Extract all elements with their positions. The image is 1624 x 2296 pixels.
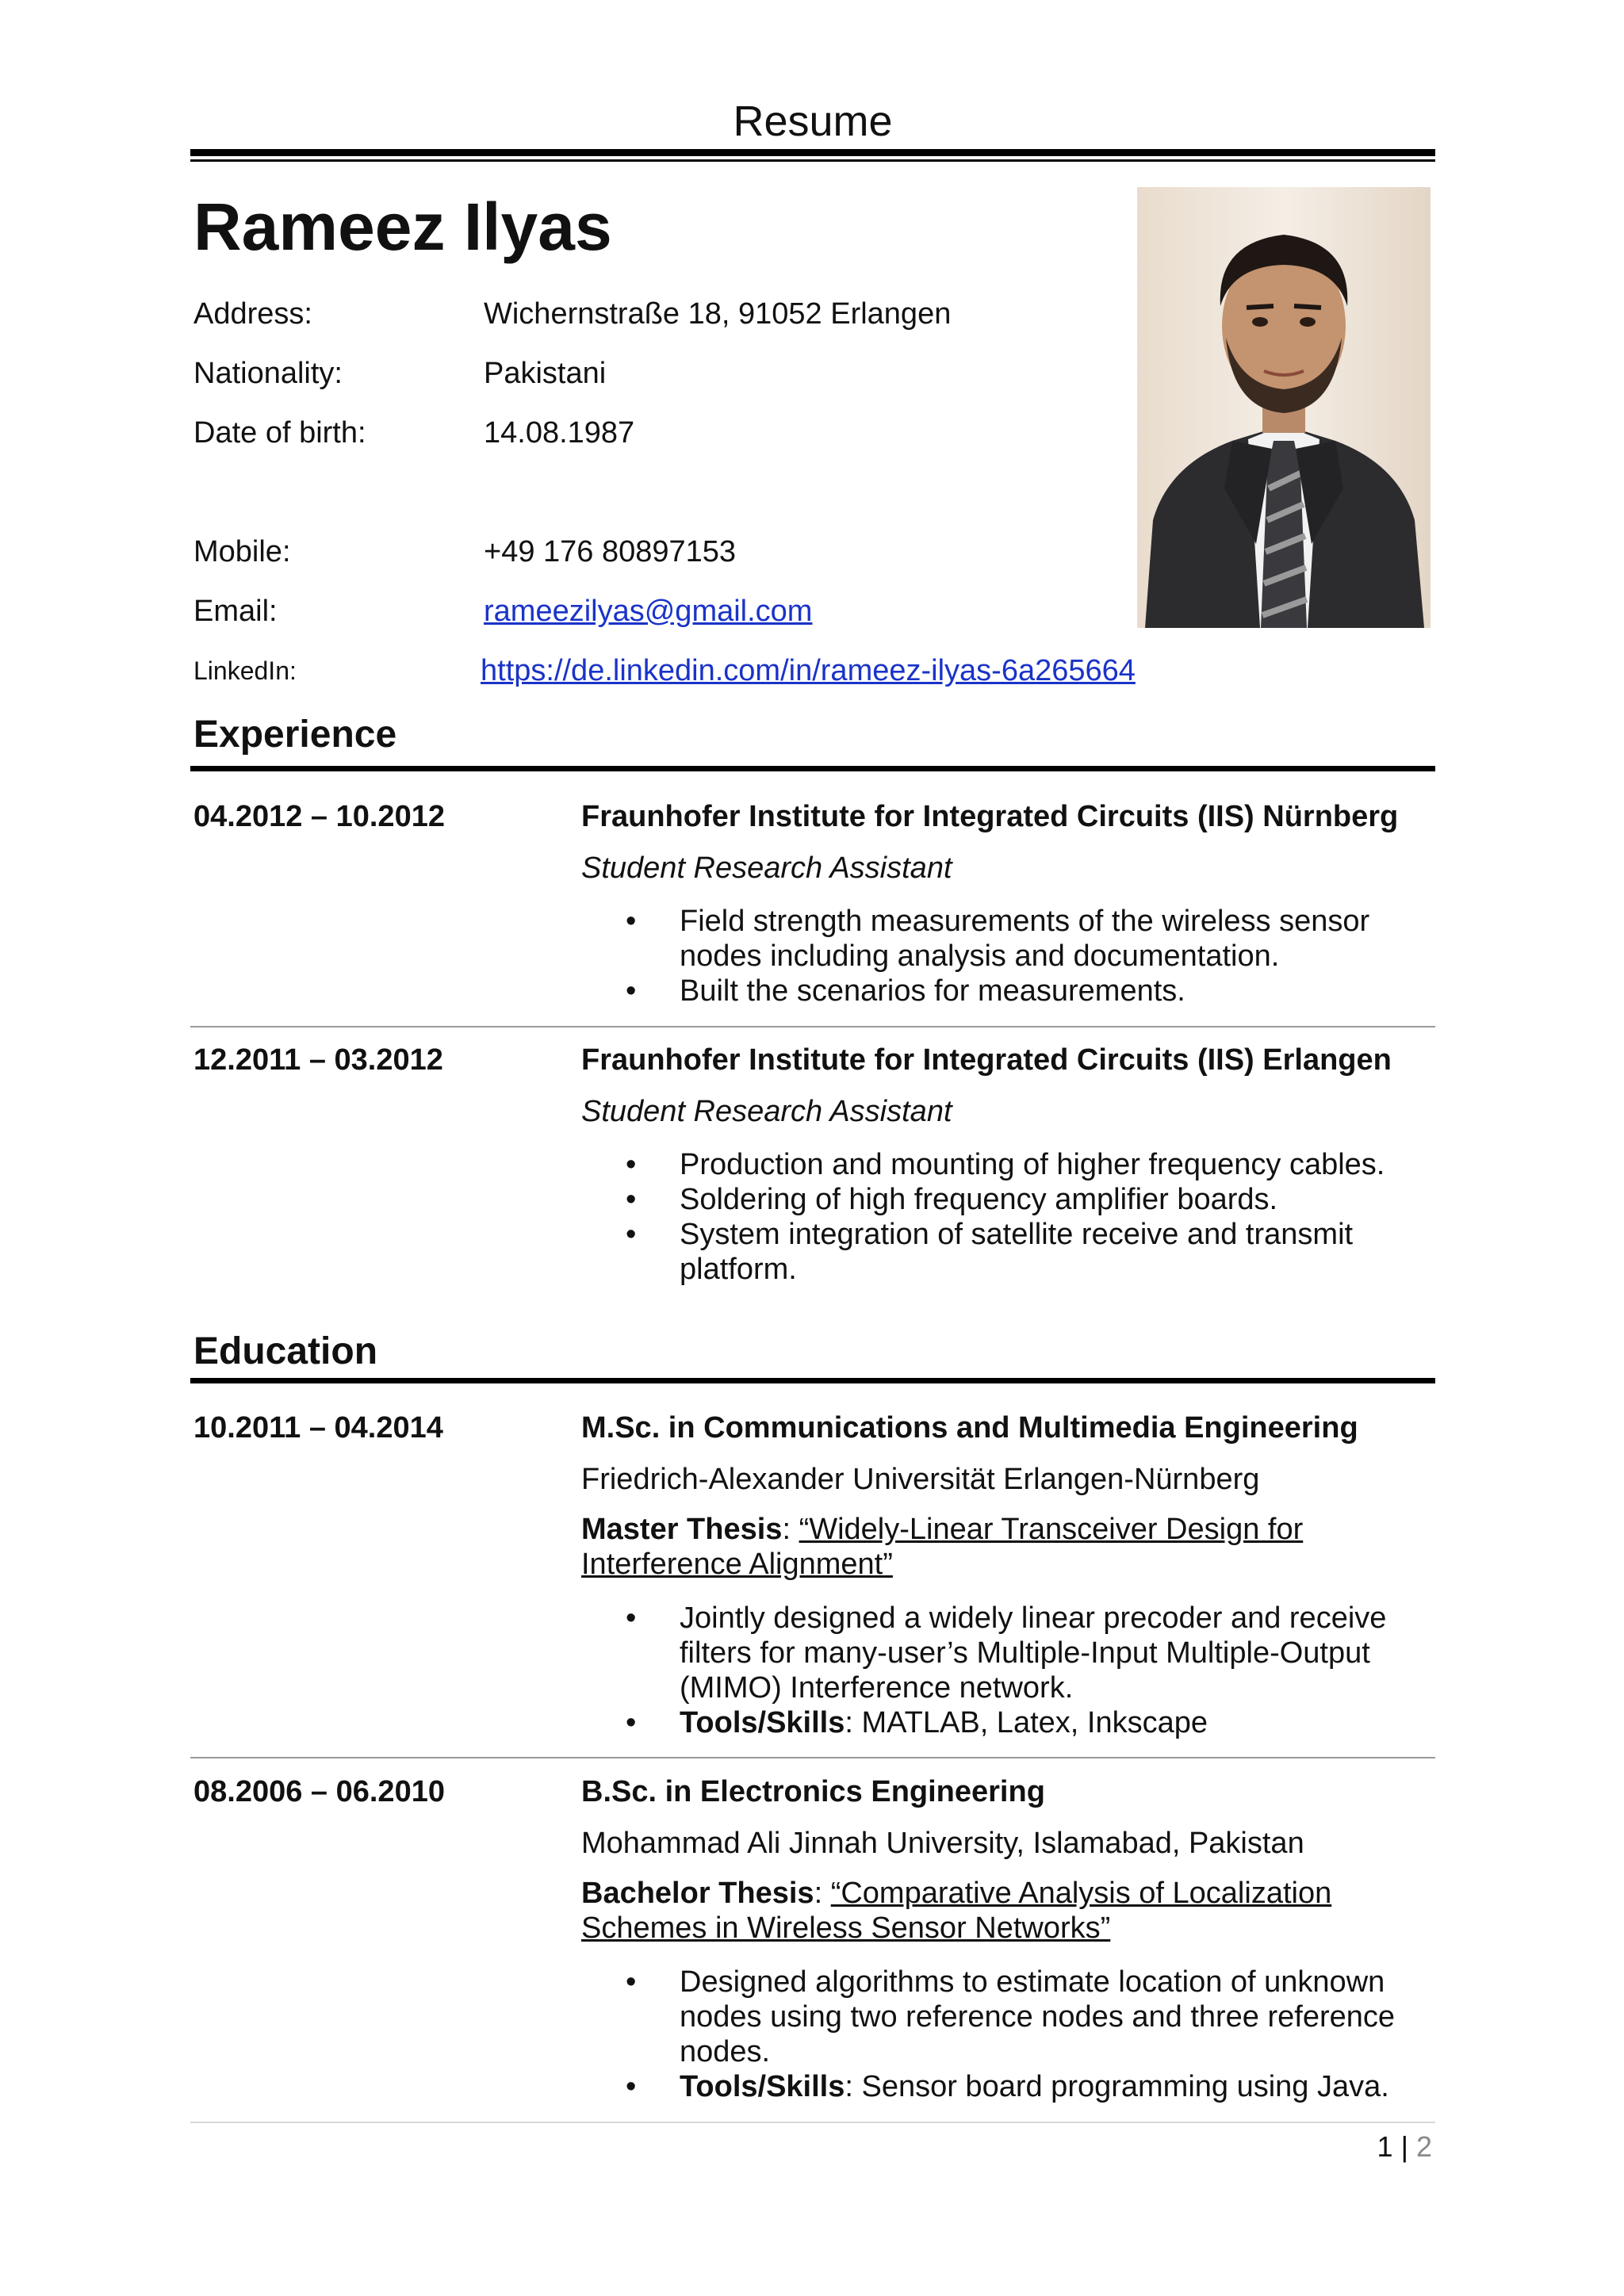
entry-divider [190,1026,1435,1027]
education-bullets [581,1601,1422,1740]
thesis-label: Master Thesis [581,1513,783,1546]
tools-label: Tools/Skills [680,2070,845,2103]
bullet-item [581,2069,1422,2104]
experience-bullets [581,1147,1422,1287]
experience-role: Student Research Assistant [581,851,952,885]
header-rule-thin [190,159,1435,162]
page-separator: | [1400,2130,1408,2163]
experience-org: Fraunhofer Institute for Integrated Circuits (IIS) Erlangen [581,1043,1392,1077]
bullet-item: • Built the scenarios for measurements. [581,974,1422,1008]
bullet-item: • Field strength measurements of the wireless sensor nodes including analysis and documentation. [581,904,1422,974]
email-label: Email: [193,595,278,628]
bullet-item [581,1705,1422,1740]
education-date: 10.2011 – 04.2014 [193,1411,443,1445]
address-value: Wichernstraße 18, 91052 Erlangen [484,297,952,331]
tools-value: : Sensor board programming using Java. [845,2070,1389,2103]
tools-value: : MATLAB, Latex, Inkscape [845,1706,1208,1739]
address-label: Address: [193,297,312,331]
linkedin-link[interactable]: https://de.linkedin.com/in/rameez-ilyas-6a265664 [481,654,1136,687]
education-bullets [581,1965,1422,2104]
email-link[interactable]: rameezilyas@gmail.com [484,595,813,628]
education-date: 08.2006 – 06.2010 [193,1775,445,1808]
profile-photo [1137,187,1431,628]
nationality-value: Pakistani [484,357,607,390]
thesis-line: Bachelor Thesis: “Comparative Analysis of Localization Schemes in Wireless Sensor Networks” [581,1877,1332,1945]
page-total: 2 [1415,2130,1432,2163]
person-name: Rameez Ilyas [193,189,612,264]
education-heading: Education [193,1330,378,1372]
thesis-title: “Widely-Linear Transceiver Design for Interference Alignment” [581,1513,1304,1581]
education-rule [190,1378,1435,1383]
linkedin-label: LinkedIn: [193,656,297,685]
experience-date: 12.2011 – 03.2012 [193,1043,443,1077]
thesis-title: “Comparative Analysis of Localization Schemes in Wireless Sensor Networks” [581,1877,1332,1945]
header-rule [190,149,1435,156]
mobile-label: Mobile: [193,535,291,568]
experience-rule [190,766,1435,771]
experience-date: 04.2012 – 10.2012 [193,800,445,833]
nationality-label: Nationality: [193,357,343,390]
education-degree: B.Sc. in Electronics Engineering [581,1775,1045,1808]
mobile-value: +49 176 80897153 [484,535,737,568]
document-title: Resume [733,98,893,145]
dob-label: Date of birth: [193,416,366,450]
page-current: 1 [1377,2130,1393,2163]
experience-heading: Experience [193,714,397,756]
experience-role: Student Research Assistant [581,1095,952,1128]
bullet-item: • Designed algorithms to estimate location of unknown nodes using two reference nodes and three reference nodes. [581,1965,1422,2069]
education-school: Mohammad Ali Jinnah University, Islamabad, Pakistan [581,1827,1304,1860]
thesis-line: Master Thesis: “Widely-Linear Transceiver Design for Interference Alignment” [581,1513,1304,1581]
tools-label: Tools/Skills [680,1706,845,1739]
education-school: Friedrich-Alexander Universität Erlangen-Nürnberg [581,1463,1260,1496]
page-number [1348,2128,1432,2166]
bullet-item: • Production and mounting of higher frequency cables. [581,1147,1422,1182]
footer-rule [190,2122,1435,2123]
bullet-item: • Soldering of high frequency amplifier boards. [581,1182,1422,1217]
bullet-item: • Jointly designed a widely linear precoder and receive filters for many-user’s Multiple-Input Multiple-Output (MIMO) Interference network. [581,1601,1422,1705]
thesis-label: Bachelor Thesis [581,1877,814,1910]
dob-value: 14.08.1987 [484,416,635,450]
experience-bullets [581,904,1422,1008]
bullet-item: • System integration of satellite receive and transmit platform. [581,1217,1422,1287]
education-degree: M.Sc. in Communications and Multimedia Engineering [581,1411,1358,1445]
experience-org: Fraunhofer Institute for Integrated Circuits (IIS) Nürnberg [581,800,1399,833]
entry-divider [190,1757,1435,1758]
portrait-illustration [1137,187,1431,628]
